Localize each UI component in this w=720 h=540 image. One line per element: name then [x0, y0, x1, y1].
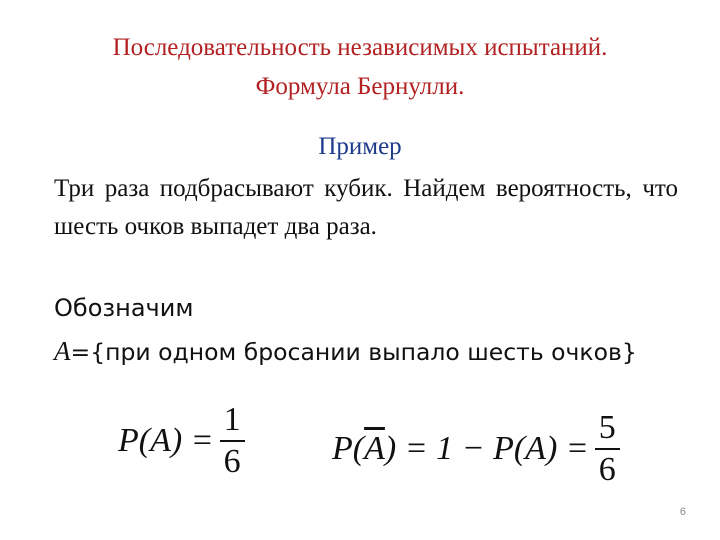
- denote-label: Обозначим: [54, 294, 194, 322]
- event-definition: [54, 336, 637, 367]
- probability-formula-a: [118, 400, 245, 482]
- slide-title-line-2: Формула Бернулли.: [255, 73, 465, 100]
- example-heading: Пример: [318, 133, 402, 160]
- formula-b-p: P(: [332, 430, 365, 467]
- page-number: 6: [679, 506, 686, 518]
- slide-title-line-1: Последовательность независимых испытаний.: [112, 34, 608, 61]
- formula-b-numerator: 5: [598, 409, 616, 446]
- formula-a-lhs: P(A) =: [118, 422, 214, 459]
- formula-b-rest: ) = 1 − P(A) =: [384, 430, 589, 467]
- event-variable: A: [54, 336, 71, 366]
- formula-b-a-bar: $\overline{A}$: [364, 430, 385, 467]
- problem-statement: Три раза подбрасывают кубик. Найдем вероятность, что шесть очков выпадет два раза.: [54, 175, 678, 240]
- formula-a-denominator: 6: [223, 443, 241, 480]
- formula-a-fraction: [220, 400, 245, 482]
- formula-a-numerator: 1: [223, 401, 241, 438]
- event-description: ={при одном бросании выпало шесть очков}: [70, 338, 637, 366]
- probability-formula-not-a: [332, 408, 620, 490]
- formula-b-denominator: 6: [598, 451, 616, 488]
- formula-b-fraction: [595, 408, 620, 490]
